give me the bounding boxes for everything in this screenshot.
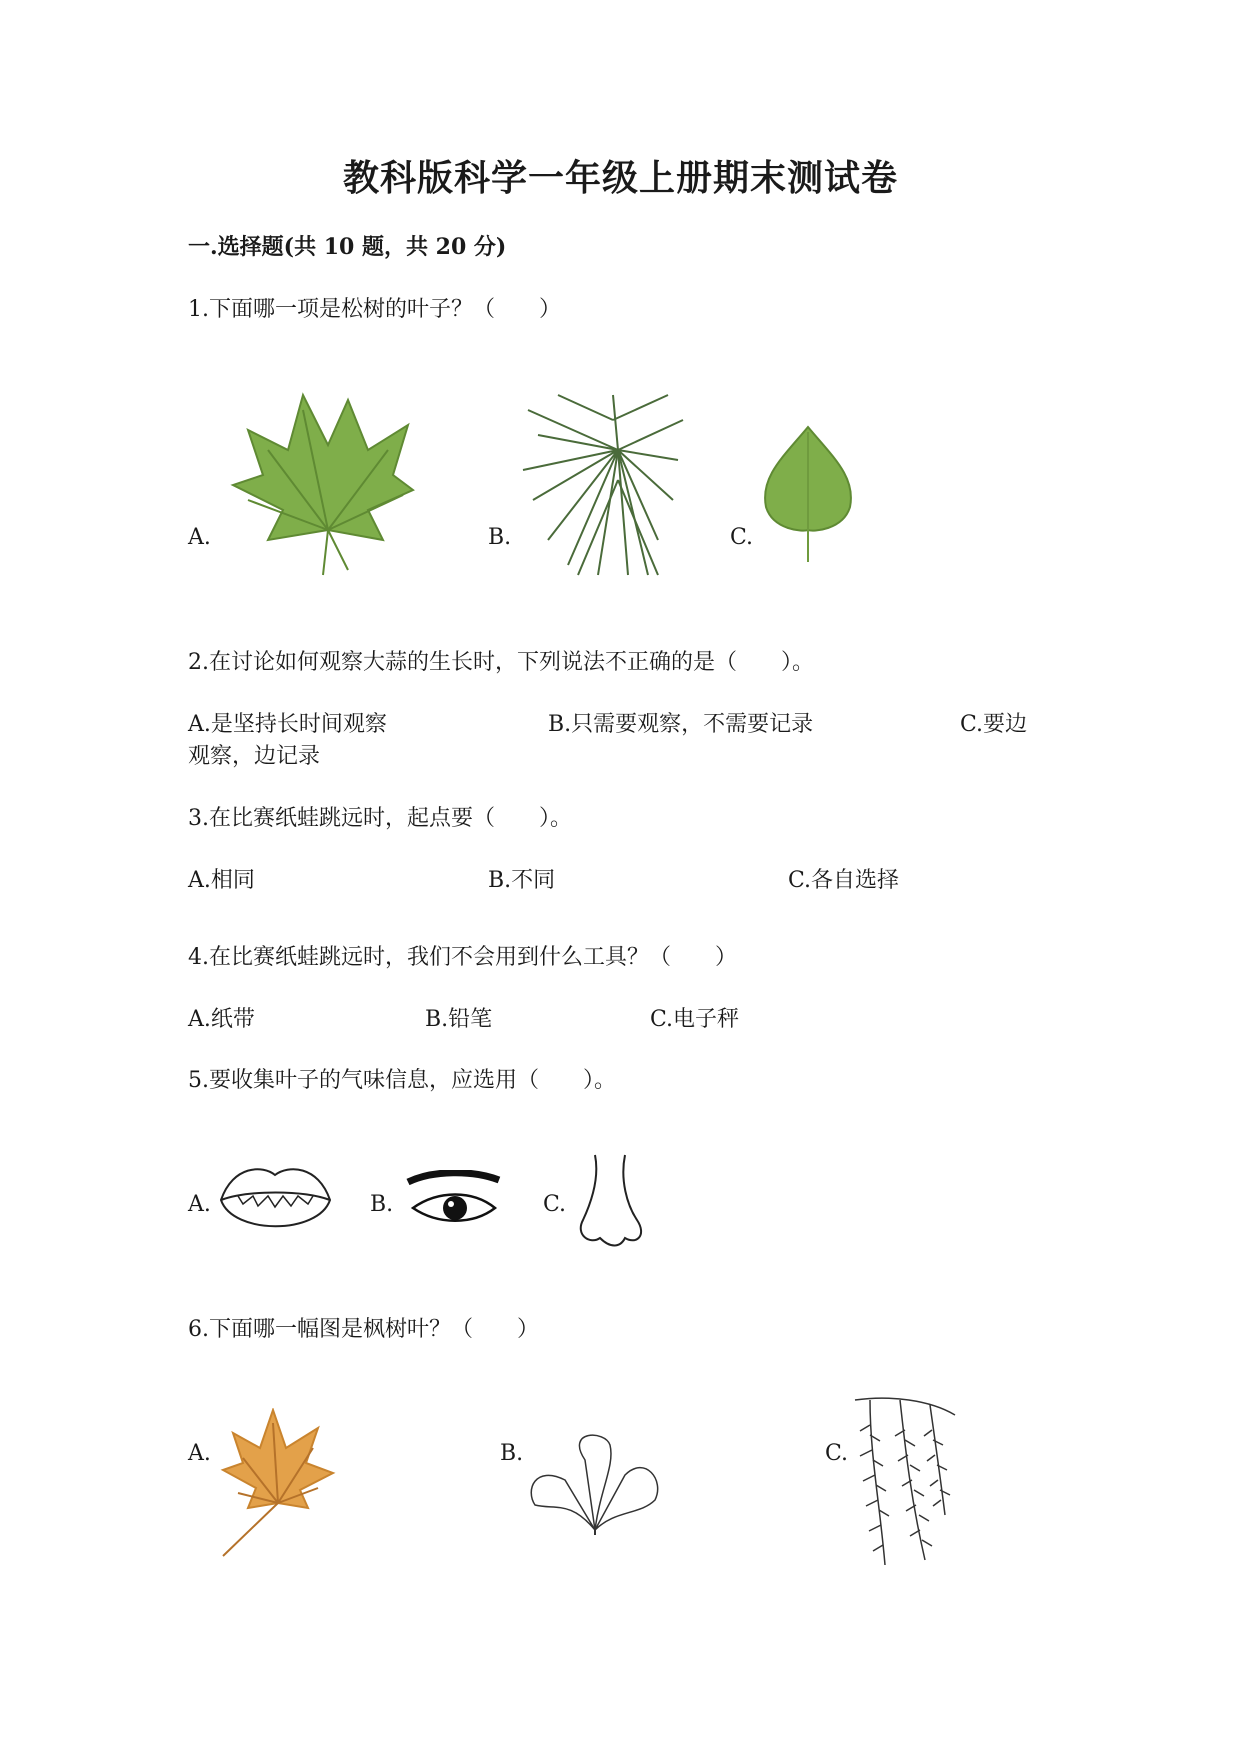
mouth-icon[interactable] xyxy=(218,1160,333,1240)
q6-option-c-label[interactable]: C. xyxy=(825,1441,849,1466)
nose-icon[interactable] xyxy=(575,1150,650,1250)
ginkgo-leaf-icon[interactable] xyxy=(525,1430,665,1535)
question-3-stem: 3.在比赛纸蛙跳远时，起点要（ ）。 xyxy=(188,806,572,831)
page-title: 教科版科学一年级上册期末测试卷 xyxy=(342,157,898,199)
maple-leaf-icon[interactable] xyxy=(228,390,418,580)
q2-option-a[interactable]: A.是坚持长时间观察 xyxy=(188,712,387,737)
q3-option-a[interactable]: A.相同 xyxy=(188,868,255,893)
q1-option-b-label[interactable]: B. xyxy=(488,525,512,550)
q2-option-c[interactable]: C.要边 xyxy=(960,712,1028,737)
question-5-stem: 5.要收集叶子的气味信息，应选用（ ）。 xyxy=(188,1068,616,1093)
q5-option-c-label[interactable]: C. xyxy=(543,1192,567,1217)
q6-option-b-label[interactable]: B. xyxy=(500,1441,524,1466)
q4-option-c[interactable]: C.电子秤 xyxy=(650,1007,740,1032)
q3-option-c[interactable]: C.各自选择 xyxy=(788,868,900,893)
birch-leaf-icon[interactable] xyxy=(758,422,858,567)
pine-needles-icon[interactable] xyxy=(518,390,688,580)
q4-option-b[interactable]: B.铅笔 xyxy=(425,1007,493,1032)
q5-option-a-label[interactable]: A. xyxy=(188,1192,211,1217)
q1-option-c-label[interactable]: C. xyxy=(730,525,754,550)
q4-option-a[interactable]: A.纸带 xyxy=(188,1007,255,1032)
question-2-stem: 2.在讨论如何观察大蒜的生长时，下列说法不正确的是（ ）。 xyxy=(188,650,814,675)
q3-option-b[interactable]: B.不同 xyxy=(488,868,556,893)
section-heading: 一.选择题(共 10 题，共 20 分) xyxy=(188,234,507,260)
question-4-stem: 4.在比赛纸蛙跳远时，我们不会用到什么工具？（ ） xyxy=(188,945,737,970)
q2-option-c-continued: 观察，边记录 xyxy=(188,744,321,769)
q1-option-a-label[interactable]: A. xyxy=(188,525,211,550)
eye-icon[interactable] xyxy=(403,1170,503,1230)
q6-option-a-label[interactable]: A. xyxy=(188,1441,211,1466)
question-1-stem: 1.下面哪一项是松树的叶子？（ ） xyxy=(188,297,561,322)
autumn-maple-leaf-icon[interactable] xyxy=(218,1408,338,1558)
q5-option-b-label[interactable]: B. xyxy=(370,1192,394,1217)
q2-option-b[interactable]: B.只需要观察，不需要记录 xyxy=(548,712,814,737)
question-6-stem: 6.下面哪一幅图是枫树叶？（ ） xyxy=(188,1317,539,1342)
willow-branch-icon[interactable] xyxy=(850,1395,960,1570)
